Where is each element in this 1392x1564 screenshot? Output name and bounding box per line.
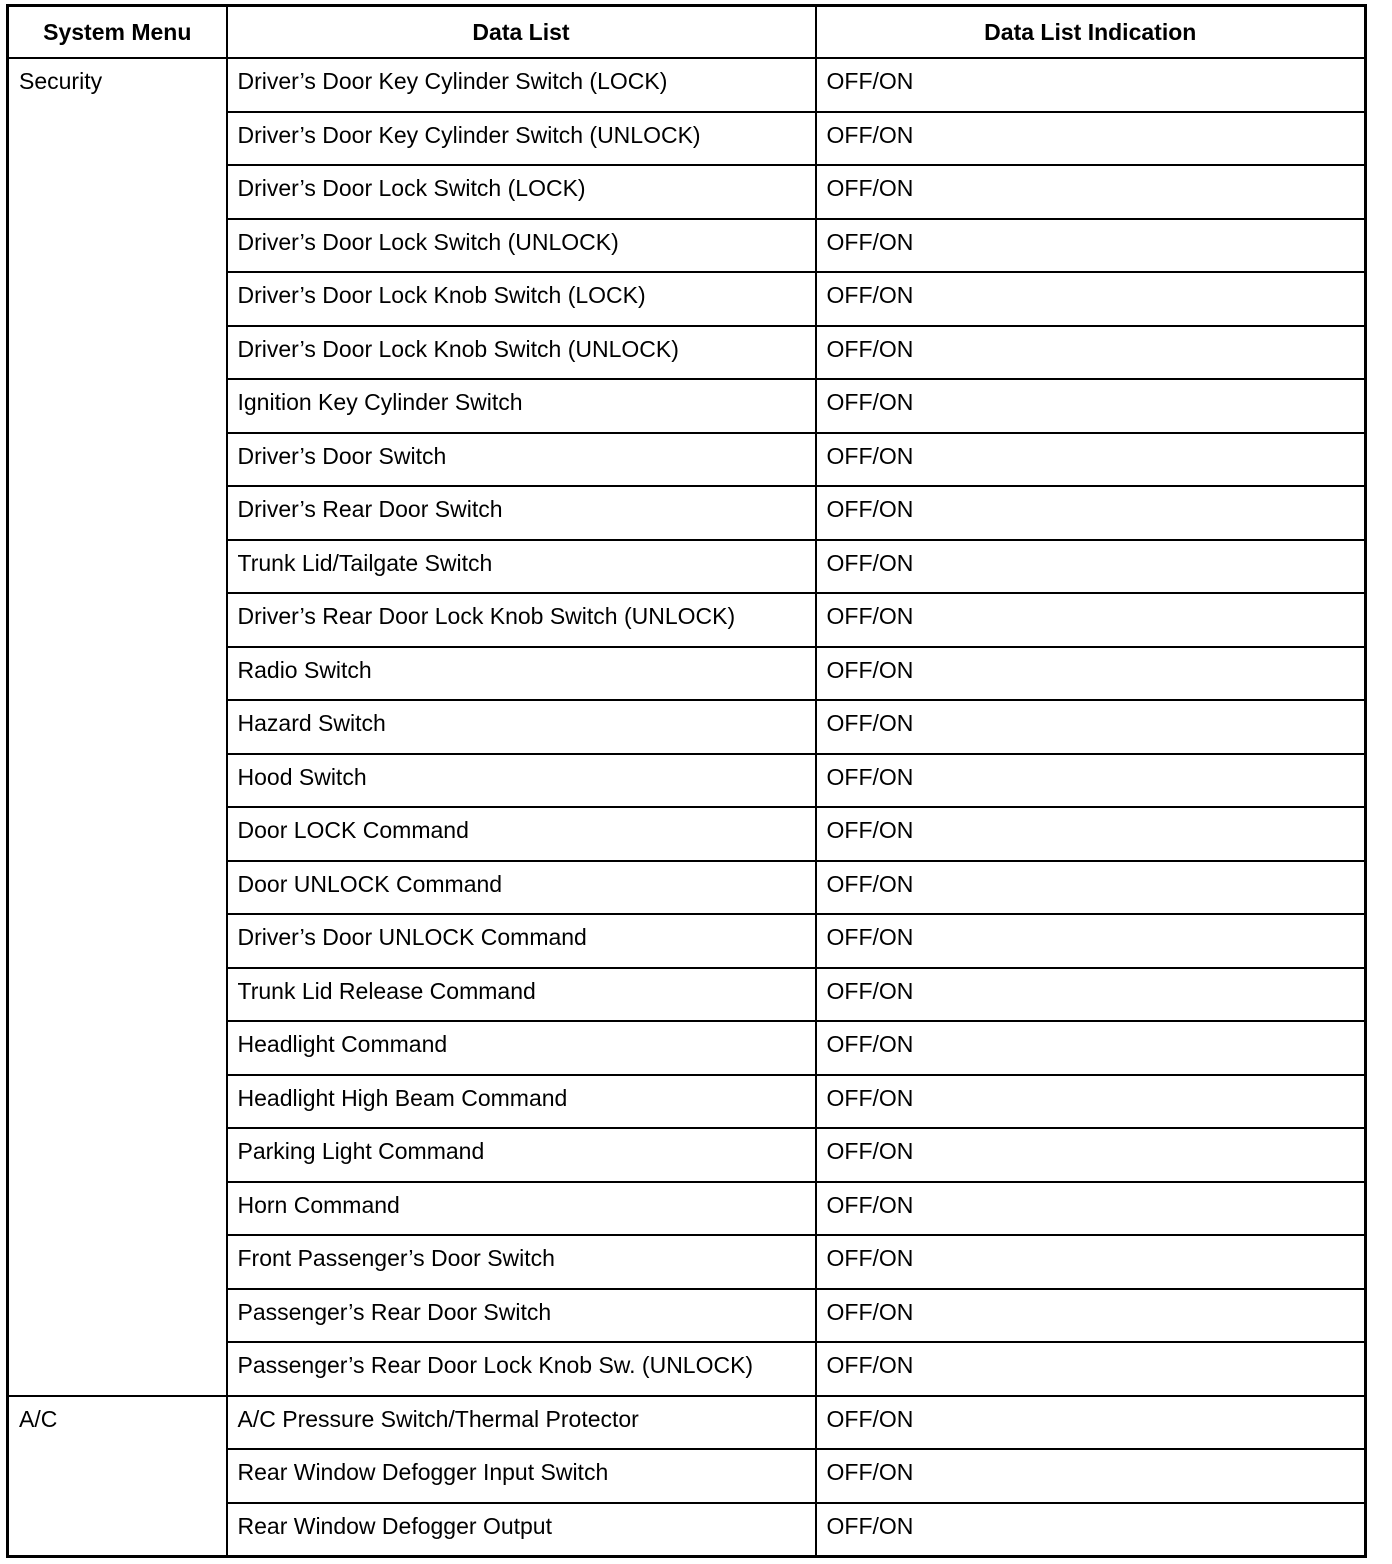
data-list-indication-cell: OFF/ON	[816, 379, 1366, 433]
data-list-item-cell: Horn Command	[227, 1182, 816, 1236]
data-list-indication-cell: OFF/ON	[816, 1235, 1366, 1289]
data-list-item-cell: Hazard Switch	[227, 700, 816, 754]
data-list-item-cell: Parking Light Command	[227, 1128, 816, 1182]
data-list-item-cell: Driver’s Door Key Cylinder Switch (LOCK)	[227, 58, 816, 112]
data-list-item-cell: Driver’s Door UNLOCK Command	[227, 914, 816, 968]
data-list-indication-cell: OFF/ON	[816, 700, 1366, 754]
data-list-indication-cell: OFF/ON	[816, 647, 1366, 701]
data-list-item-cell: Ignition Key Cylinder Switch	[227, 379, 816, 433]
data-list-indication-cell: OFF/ON	[816, 540, 1366, 594]
data-list-indication-cell: OFF/ON	[816, 1075, 1366, 1129]
data-list-item-cell: Radio Switch	[227, 647, 816, 701]
data-list-item-cell: Hood Switch	[227, 754, 816, 808]
data-list-indication-cell: OFF/ON	[816, 1396, 1366, 1450]
data-list-item-cell: Door LOCK Command	[227, 807, 816, 861]
data-list-indication-cell: OFF/ON	[816, 219, 1366, 273]
data-list-item-cell: Driver’s Door Switch	[227, 433, 816, 487]
data-list-table-container	[6, 4, 1367, 1558]
header-system-menu: System Menu	[8, 6, 227, 59]
data-list-indication-cell: OFF/ON	[816, 58, 1366, 112]
data-list-item-cell: Driver’s Rear Door Lock Knob Switch (UNLOCK)	[227, 593, 816, 647]
data-list-item-cell: Passenger’s Rear Door Switch	[227, 1289, 816, 1343]
data-list-indication-cell: OFF/ON	[816, 112, 1366, 166]
data-list-item-cell: Driver’s Door Lock Knob Switch (LOCK)	[227, 272, 816, 326]
data-list-indication-cell: OFF/ON	[816, 1342, 1366, 1396]
table-row	[8, 1396, 1366, 1450]
data-list-indication-cell: OFF/ON	[816, 272, 1366, 326]
header-row	[8, 6, 1366, 59]
data-list-indication-cell: OFF/ON	[816, 593, 1366, 647]
data-list-item-cell: Driver’s Door Lock Switch (UNLOCK)	[227, 219, 816, 273]
data-list-indication-cell: OFF/ON	[816, 968, 1366, 1022]
data-list-item-cell: Driver’s Door Lock Switch (LOCK)	[227, 165, 816, 219]
data-list-item-cell: A/C Pressure Switch/Thermal Protector	[227, 1396, 816, 1450]
data-list-table	[6, 4, 1367, 1558]
data-list-indication-cell: OFF/ON	[816, 1021, 1366, 1075]
data-list-indication-cell: OFF/ON	[816, 1182, 1366, 1236]
data-list-item-cell: Headlight High Beam Command	[227, 1075, 816, 1129]
data-list-item-cell: Trunk Lid Release Command	[227, 968, 816, 1022]
data-list-item-cell: Trunk Lid/Tailgate Switch	[227, 540, 816, 594]
data-list-item-cell: Rear Window Defogger Output	[227, 1503, 816, 1557]
table-row	[8, 58, 1366, 112]
data-list-item-cell: Driver’s Door Key Cylinder Switch (UNLOCK)	[227, 112, 816, 166]
data-list-indication-cell: OFF/ON	[816, 1449, 1366, 1503]
data-list-indication-cell: OFF/ON	[816, 326, 1366, 380]
data-list-item-cell: Passenger’s Rear Door Lock Knob Sw. (UNLOCK)	[227, 1342, 816, 1396]
data-list-indication-cell: OFF/ON	[816, 486, 1366, 540]
data-list-item-cell: Rear Window Defogger Input Switch	[227, 1449, 816, 1503]
data-list-item-cell: Driver’s Door Lock Knob Switch (UNLOCK)	[227, 326, 816, 380]
data-list-item-cell: Driver’s Rear Door Switch	[227, 486, 816, 540]
table-header	[8, 6, 1366, 59]
data-list-indication-cell: OFF/ON	[816, 914, 1366, 968]
header-data-list-indication: Data List Indication	[816, 6, 1366, 59]
data-list-indication-cell: OFF/ON	[816, 165, 1366, 219]
data-list-indication-cell: OFF/ON	[816, 807, 1366, 861]
system-menu-cell: A/C	[8, 1396, 227, 1557]
table-body	[8, 58, 1366, 1556]
data-list-indication-cell: OFF/ON	[816, 1289, 1366, 1343]
data-list-indication-cell: OFF/ON	[816, 433, 1366, 487]
system-menu-cell: Security	[8, 58, 227, 1396]
header-data-list: Data List	[227, 6, 816, 59]
data-list-indication-cell: OFF/ON	[816, 1503, 1366, 1557]
data-list-indication-cell: OFF/ON	[816, 1128, 1366, 1182]
data-list-item-cell: Door UNLOCK Command	[227, 861, 816, 915]
data-list-item-cell: Headlight Command	[227, 1021, 816, 1075]
data-list-item-cell: Front Passenger’s Door Switch	[227, 1235, 816, 1289]
data-list-indication-cell: OFF/ON	[816, 861, 1366, 915]
data-list-indication-cell: OFF/ON	[816, 754, 1366, 808]
